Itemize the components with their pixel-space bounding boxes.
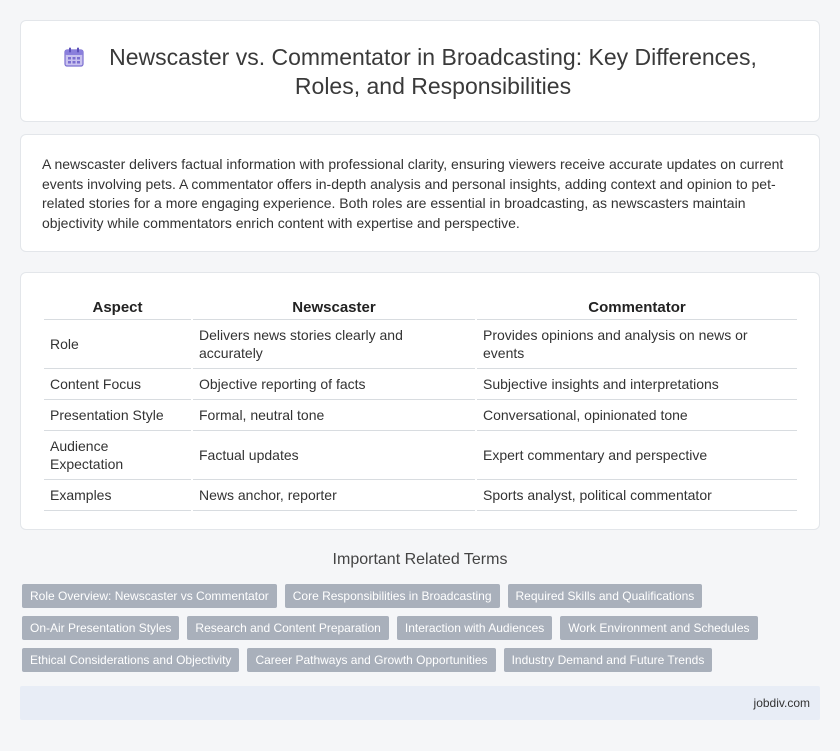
table-cell: Factual updates [193,431,475,480]
header-commentator: Commentator [477,295,797,320]
table-row [44,400,797,431]
table-cell: Delivers news stories clearly and accurately [193,320,475,369]
tag-row [22,648,822,672]
tag-career-pathways[interactable]: Career Pathways and Growth Opportunities [247,648,495,672]
table-cell: News anchor, reporter [193,480,475,511]
page-title: Newscaster vs. Commentator in Broadcasting: Key Differences, Roles, and Responsibilities [109,44,757,99]
table-cell: Subjective insights and interpretations [477,369,797,400]
intro-paragraph: A newscaster delivers factual information with professional clarity, ensuring viewers receive accurate updates on current events involving pets. A commentator offers in-depth analysis and personal insights, adding context and opinion to pet-related stories for a more engaging experience. Both roles are essential in broadcasting, as newscasters maintain objectivity while commentators enrich content with expertise and perspective. [42,156,784,231]
header-aspect: Aspect [44,295,191,320]
tag-row [22,584,822,608]
table-cell: Examples [44,480,191,511]
tag-role-overview[interactable]: Role Overview: Newscaster vs Commentator [22,584,277,608]
tag-core-responsibilities[interactable]: Core Responsibilities in Broadcasting [285,584,500,608]
table-cell: Provides opinions and analysis on news or events [477,320,797,369]
related-terms-title: Important Related Terms [332,551,508,568]
related-terms-tags [22,584,822,680]
footer [20,686,820,720]
comparison-table [42,295,799,511]
tag-research-content[interactable]: Research and Content Preparation [187,616,388,640]
tag-on-air-presentation[interactable]: On-Air Presentation Styles [22,616,179,640]
header-newscaster: Newscaster [193,295,475,320]
table-row [44,369,797,400]
table-cell: Content Focus [44,369,191,400]
table-cell: Expert commentary and perspective [477,431,797,480]
table-cell: Audience Expectation [44,431,191,480]
table-row [44,480,797,511]
table-cell: Presentation Style [44,400,191,431]
comparison-table-card [20,272,820,530]
tag-row [22,616,822,640]
tag-work-environment[interactable]: Work Environment and Schedules [560,616,757,640]
intro-card [20,134,820,252]
table-cell: Objective reporting of facts [193,369,475,400]
table-cell: Sports analyst, political commentator [477,480,797,511]
tag-interaction-audiences[interactable]: Interaction with Audiences [397,616,552,640]
table-header-row [44,295,797,320]
tag-industry-demand[interactable]: Industry Demand and Future Trends [504,648,713,672]
table-cell: Conversational, opinionated tone [477,400,797,431]
table-cell: Formal, neutral tone [193,400,475,431]
table-cell: Role [44,320,191,369]
tag-required-skills[interactable]: Required Skills and Qualifications [508,584,703,608]
tag-ethical-considerations[interactable]: Ethical Considerations and Objectivity [22,648,239,672]
title-card [20,20,820,122]
table-row [44,431,797,480]
footer-site-link[interactable]: jobdiv.com [753,696,810,710]
table-row [44,320,797,369]
